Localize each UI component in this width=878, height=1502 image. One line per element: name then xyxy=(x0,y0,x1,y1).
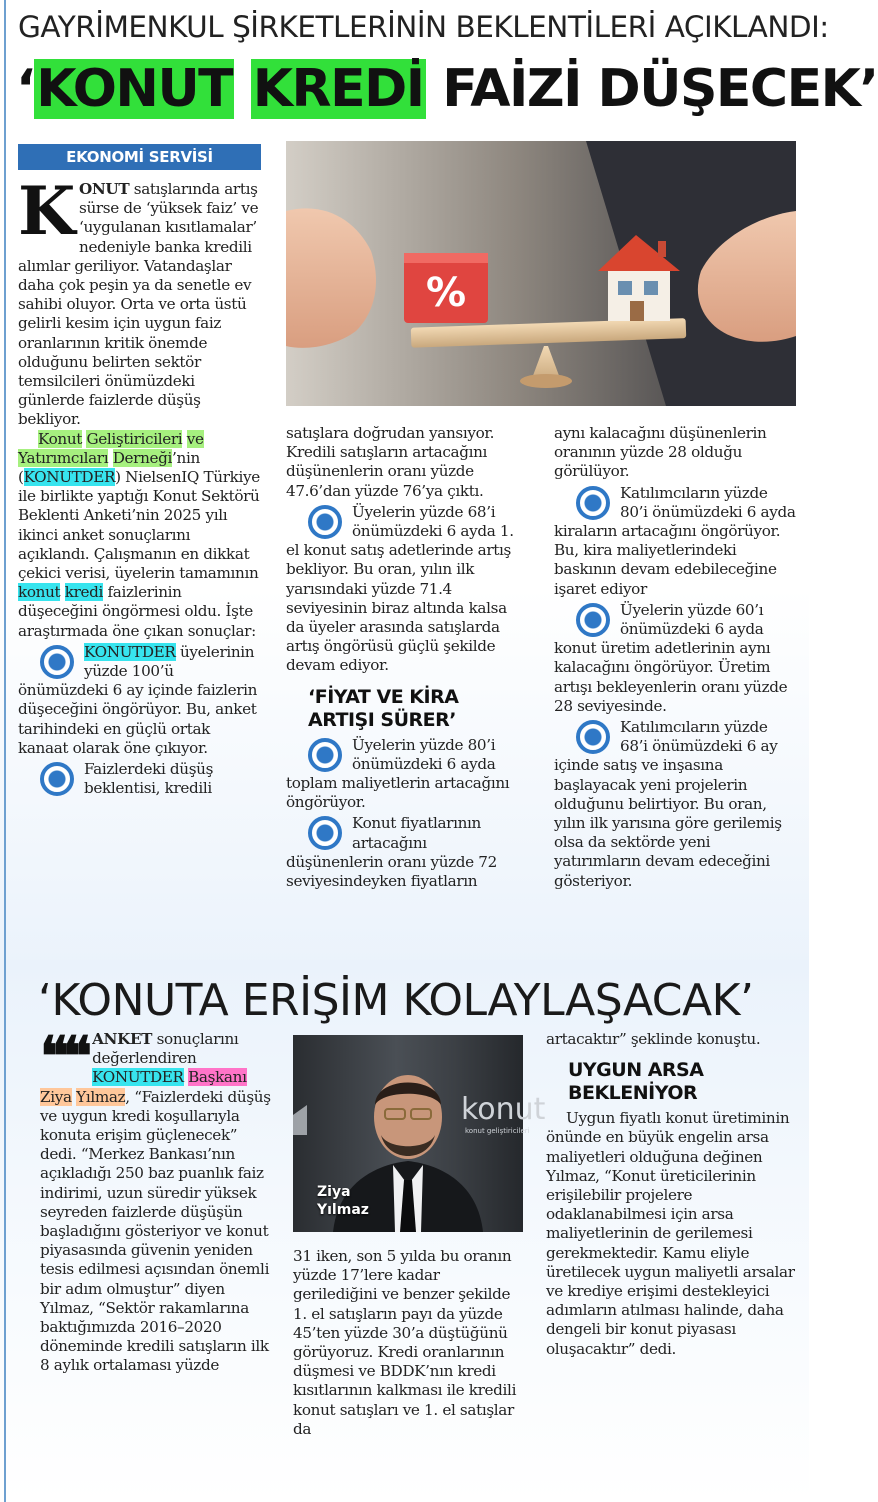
svg-text:%: % xyxy=(425,270,467,316)
bullet-item xyxy=(286,736,528,813)
hl-yatirimcilari: Yatırımcıları xyxy=(18,448,109,467)
bullet-icon xyxy=(308,738,342,772)
subhead-fiyat-kira: ‘FİYAT VE KİRA ARTIŞI SÜRER’ xyxy=(308,685,459,731)
story2-column-2 xyxy=(293,1247,523,1439)
column-2-lead: satışlara doğrudan yansıyor. Kredili satışların artacağını düşünenlerin oranı yüzde 47.6’dan yüzde 76’ya çıktı. xyxy=(286,424,495,500)
column-1 xyxy=(18,172,261,799)
bullet-icon xyxy=(40,762,74,796)
headline-word-konut: KONUT xyxy=(36,59,233,119)
bullet-text: Üyelerin yüzde 68’i önümüzdeki 6 ayda 1. el konut satış adetlerinde artış bekliyor. Bu oran, yılın ilk yarısındaki yüzde 71.4 seviyesinin biraz altında kalsa da üyeler arasında satışlarda artış öngörüsü güçlü şekilde devam ediyor. xyxy=(286,502,514,675)
bullet-item xyxy=(18,760,261,798)
hl-kredi: kredi xyxy=(64,583,104,602)
logo-text: konut xyxy=(461,1092,546,1127)
bullet-text: Üyelerin yüzde 80’i önümüzdeki 6 ayda toplam maliyetlerin artacağını öngörüyor. xyxy=(286,735,510,812)
hl-konut-2: konut xyxy=(18,583,61,602)
caption-line-2: Yılmaz xyxy=(317,1202,369,1218)
bullet-item xyxy=(286,814,528,891)
hl-gelistiricileri: Geliştiricileri xyxy=(86,429,183,448)
para2-text-1: ’nin ( xyxy=(18,448,200,487)
margin-rule xyxy=(4,0,6,1502)
story2-lead: ANKET xyxy=(92,1030,153,1048)
bullet-icon xyxy=(576,603,610,637)
bullet-text: üyelerinin yüzde 100’ü önümüzdeki 6 ay içinde faizlerin düşeceğini öngörüyor. Bu, anket tarihindeki en güçlü ortak kanaat olarak öne çıkıyor. xyxy=(18,642,258,757)
percent-block xyxy=(404,253,488,323)
headline-word-kredi: KREDİ xyxy=(252,59,424,119)
top-photo xyxy=(286,141,796,406)
para2-text-2: ) NielsenIQ Türkiye ile birlikte yaptığı Konut Sektörü Beklenti Anketi’nin 2025 yılı ikinci anket sonuçlarını açıklandı. Çalışmanın en dikkat çekici verisi, üyelerin tamamının xyxy=(18,468,260,583)
story2-column-3-text: Uygun fiyatlı konut üretiminin önünde en büyük engelin arsa maliyetleri olduğuna değinen Yılmaz, “Konut üreticilerinin erişilebilir projelere odaklanabilmesi için arsa maliyetlerinin de gerilemesi gerekmektedir. Kamu eliyle üretilecek uygun maliyetli arsalar ve krediye erişimi destekleyici adımların atılması halinde, daha dengeli bir konut piyasası oluşacaktır” dedi. xyxy=(546,1109,795,1358)
story2-text-2: , “Faizlerdeki düşüş ve uygun kredi koşullarıyla konuta erişim güçlenecek” dedi. “Merkez Bankası’nın açıkladığı 250 baz puanlık faiz indirimi, uzun süredir yüksek seyreden faizlerde düşüşün başladığını gösteriyor ve konut piyasasında güvenin yeniden tesis edilmesi açısından önemli bir adım olmuştur” diyen Yılmaz, “Sektör rakamlarına baktığımızda 2016–2020 döneminde kredili satışların ilk 8 aylık ortalaması yüzde xyxy=(40,1087,271,1375)
intro-lead: ONUT xyxy=(79,180,130,198)
hl-konutder-2: KONUTDER xyxy=(92,1068,184,1087)
bullet-highlight: KONUTDER xyxy=(84,642,176,661)
dropcap: K xyxy=(18,172,76,250)
headline-open-quote: ‘ xyxy=(16,59,35,119)
bullet-icon xyxy=(40,645,74,679)
story2-paragraph xyxy=(40,1024,272,1376)
bullet-icon xyxy=(576,486,610,520)
bullet-item xyxy=(554,601,798,716)
bullet-icon xyxy=(576,720,610,754)
column-2 xyxy=(286,424,528,891)
konutder-paragraph xyxy=(18,430,261,641)
hl-baskani: Başkanı xyxy=(188,1068,247,1087)
bullet-text: Katılımcıların yüzde 68’i önümüzdeki 6 ay içinde satış ve inşasına başlayacak yeni projelerin olduğunu belirtiyor. Bu oran, yılın ilk yarısına göre gerilemiş olsa da sektörde yeni yatırımların devam edeceğini gösteriyor. xyxy=(554,718,782,890)
bullet-icon xyxy=(308,816,342,850)
bullet-item xyxy=(554,718,798,891)
subhead-uygun-arsa: UYGUN ARSA BEKLENİYOR xyxy=(568,1059,704,1105)
section-label: EKONOMİ SERVİSİ xyxy=(18,144,261,170)
logo-subtext: konut geliştiricileri xyxy=(465,1127,530,1135)
portrait-photo xyxy=(293,1035,546,1232)
bullet-icon xyxy=(308,505,342,539)
column-3 xyxy=(554,424,798,891)
hl-dernegi: Derneği xyxy=(112,448,173,467)
story2-column-3 xyxy=(546,1030,798,1359)
bullet-text: Üyelerin yüzde 60’ı önümüzdeki 6 ayda konut üretim adetlerinin aynı kalacağını öngörüyor. Üretim artışı bekleyenlerin oranı yüzde 28 seviyesinde. xyxy=(554,600,788,715)
para2-text-3: faizlerinin düşeceğini öngörmesi oldu. İşte araştırmada öne çıkan sonuçlar: xyxy=(18,583,256,640)
caption-line-1: Ziya xyxy=(317,1184,351,1200)
bullet-text: Faizlerdeki düşüş beklentisi, kredili xyxy=(84,760,214,798)
second-headline: ‘KONUTA ERİŞİM KOLAYLAŞACAK’ xyxy=(38,975,754,1026)
bullet-item xyxy=(18,643,261,758)
photo-caption xyxy=(317,1183,369,1219)
headline xyxy=(16,54,878,124)
column-3-lead: aynı kalacağını düşünenlerin oranının yüzde 28 olduğu görülüyor. xyxy=(554,424,767,481)
story2-column-3-lead: artacaktır” şeklinde konuştu. xyxy=(546,1030,761,1048)
hl-ziya: Ziya xyxy=(40,1087,72,1106)
bullet-text: Konut fiyatlarının artacağını düşünenlerin oranı yüzde 72 seviyesindeyken fiyatların xyxy=(286,814,497,891)
story2-column-1 xyxy=(40,1024,272,1376)
bullet-text: Katılımcıların yüzde 80’i önümüzdeki 6 ayda kiraların artacağını öngörüyor. Bu, kira maliyetlerindeki baskının devam edebileceğine işaret ediyor xyxy=(554,483,796,598)
story2-text-1: sonuçlarını değerlendiren xyxy=(92,1030,239,1068)
intro-text: satışlarında artış sürse de ‘yüksek faiz’ ve ‘uygulanan kısıtlamalar’ nedeniyle banka kredili alımlar geriliyor. Vatandaşlar daha çok peşin ya da senetle ev sahibi oluyor. Orta ve orta üstü gelirli kesim için uygun faiz oranlarının kritik önemde olduğunu belirten sektör temsilcileri önümüzdeki günlerde faizlerde düşüş bekliyor. xyxy=(18,180,259,429)
story2-column-2-text: 31 iken, son 5 yılda bu oranın yüzde 17’lere kadar gerilediğini ve benzer şekilde 1. el satışların payı da yüzde 45’ten yüzde 30’a düştüğünü görüyoruz. Kredi oranlarının düşmesi ve BDDK’nın kredi kısıtlarının kalkması ile kredili konut satışları ve 1. el satışlar da xyxy=(293,1247,517,1438)
hl-yilmaz: Yılmaz xyxy=(76,1087,126,1106)
bullet-item xyxy=(554,484,798,599)
scale-illustration xyxy=(286,141,796,406)
hl-konut: Konut xyxy=(38,429,82,448)
headline-rest: FAİZİ DÜŞECEK’ xyxy=(442,59,878,119)
quote-icon: ❝❝ xyxy=(40,1024,87,1088)
hl-ve: ve xyxy=(186,429,204,448)
intro-paragraph xyxy=(18,172,261,430)
bullet-item xyxy=(286,503,528,676)
hl-konutder: KONUTDER xyxy=(23,468,116,487)
kicker: GAYRİMENKUL ŞİRKETLERİNİN BEKLENTİLERİ AÇIKLANDI: xyxy=(18,10,829,44)
